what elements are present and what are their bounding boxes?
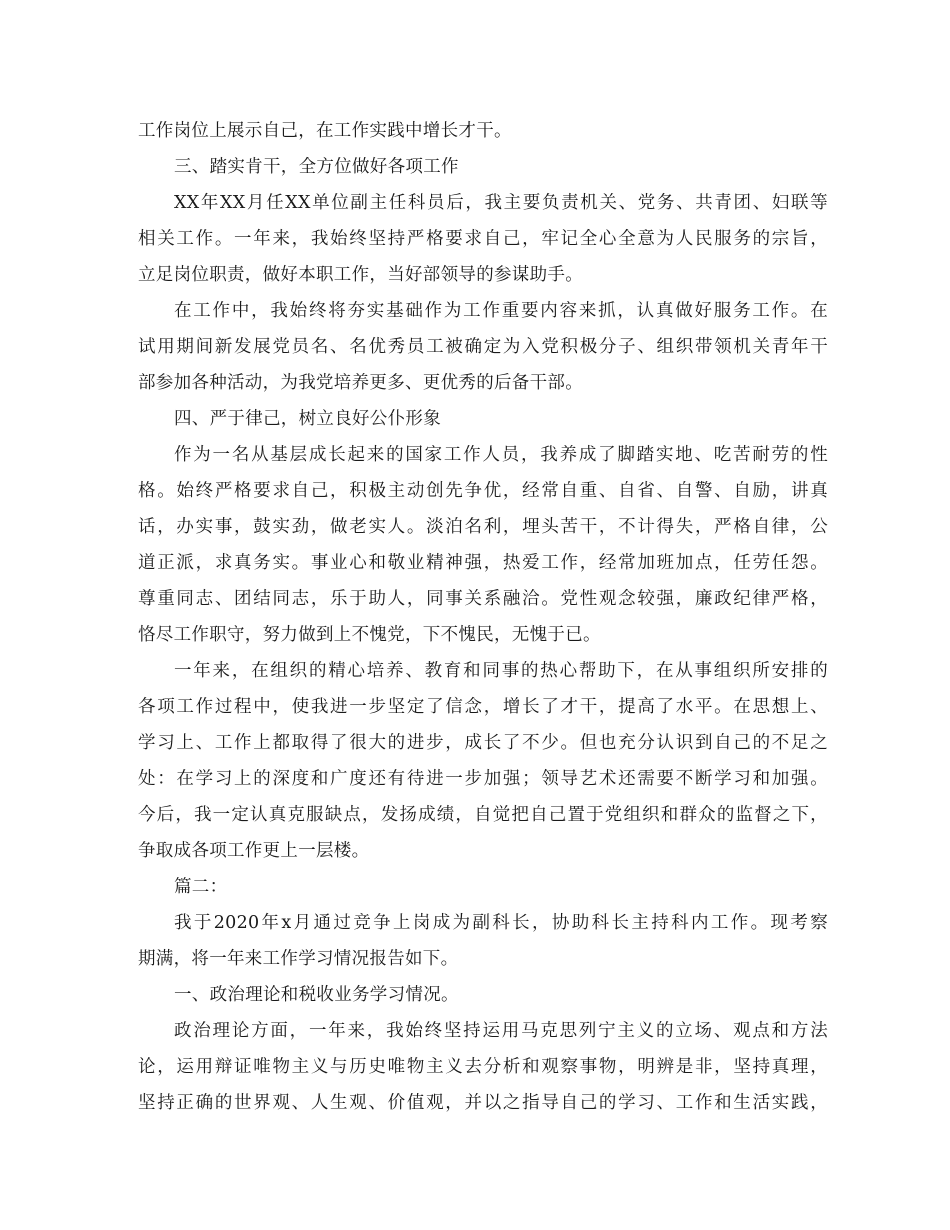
text-line: 论，运用辩证唯物主义与历史唯物主义去分析和观察事物，明辨是非，坚持真理，: [138, 1057, 828, 1077]
text-line: 在工作中，我始终将夯实基础作为工作重要内容来抓，认真做好服务工作。在: [174, 301, 828, 321]
text-line: 期满，将一年来工作学习情况报告如下。: [138, 949, 459, 969]
text-line: 一年来，在组织的精心培养、教育和同事的热心帮助下，在从事组织所安排的: [174, 661, 828, 681]
text-line: 政治理论方面，一年来，我始终坚持运用马克思列宁主义的立场、观点和方法: [174, 1021, 828, 1041]
text-line: 坚持正确的世界观、人生观、价值观，并以之指导自己的学习、工作和生活实践，: [138, 1093, 828, 1113]
text-line: 今后，我一定认真克服缺点，发扬成绩，自觉把自己置于党组织和群众的监督之下，: [138, 805, 828, 825]
text-line: 尊重同志、团结同志，乐于助人，同事关系融洽。党性观念较强，廉政纪律严格，: [138, 589, 828, 609]
text-line: 相关工作。一年来，我始终坚持严格要求自己，牢记全心全意为人民服务的宗旨，: [138, 229, 828, 249]
section-heading: 一、政治理论和税收业务学习情况。: [174, 985, 459, 1005]
text-line: 话，办实事，鼓实劲，做老实人。淡泊名利，埋头苦干，不计得失，严格自律，公: [138, 517, 828, 537]
text-line: 作为一名从基层成长起来的国家工作人员，我养成了脚踏实地、吃苦耐劳的性: [174, 445, 828, 465]
text-line: 恪尽工作职守，努力做到上不愧党，下不愧民，无愧于已。: [138, 625, 601, 645]
text-line: XX年XX月任XX单位副主任科员后，我主要负责机关、党务、共青团、妇联等: [174, 193, 828, 213]
text-line: 立足岗位职责，做好本职工作，当好部领导的参谋助手。: [138, 265, 583, 285]
text-line: 试用期间新发展党员名、名优秀员工被确定为入党积极分子、组织带领机关青年干: [138, 337, 828, 357]
section-heading: 三、踏实肯干，全方位做好各项工作: [174, 157, 459, 177]
text-line: 争取成各项工作更上一层楼。: [138, 841, 370, 861]
text-line: 学习上、工作上都取得了很大的进步，成长了不少。但也充分认识到自己的不足之: [138, 733, 828, 753]
text-line: 道正派，求真务实。事业心和敬业精神强，热爱工作，经常加班加点，任劳任怨。: [138, 553, 828, 573]
text-line: 部参加各种活动，为我党培养更多、更优秀的后备干部。: [138, 373, 583, 393]
text-line: 格。始终严格要求自己，积极主动创先争优，经常自重、自省、自警、自励，讲真: [138, 481, 828, 501]
document-body: [138, 113, 828, 1121]
section-heading: 四、严于律己，树立良好公仆形象: [174, 409, 441, 429]
text-line: 我于2020年x月通过竞争上岗成为副科长，协助科长主持科内工作。现考察: [174, 913, 828, 933]
section-heading: 篇二：: [174, 877, 228, 897]
text-line: 处：在学习上的深度和广度还有待进一步加强；领导艺术还需要不断学习和加强。: [138, 769, 828, 789]
text-line: 各项工作过程中，使我进一步坚定了信念，增长了才干，提高了水平。在思想上、: [138, 697, 828, 717]
text-line: 工作岗位上展示自己，在工作实践中增长才干。: [138, 121, 512, 141]
